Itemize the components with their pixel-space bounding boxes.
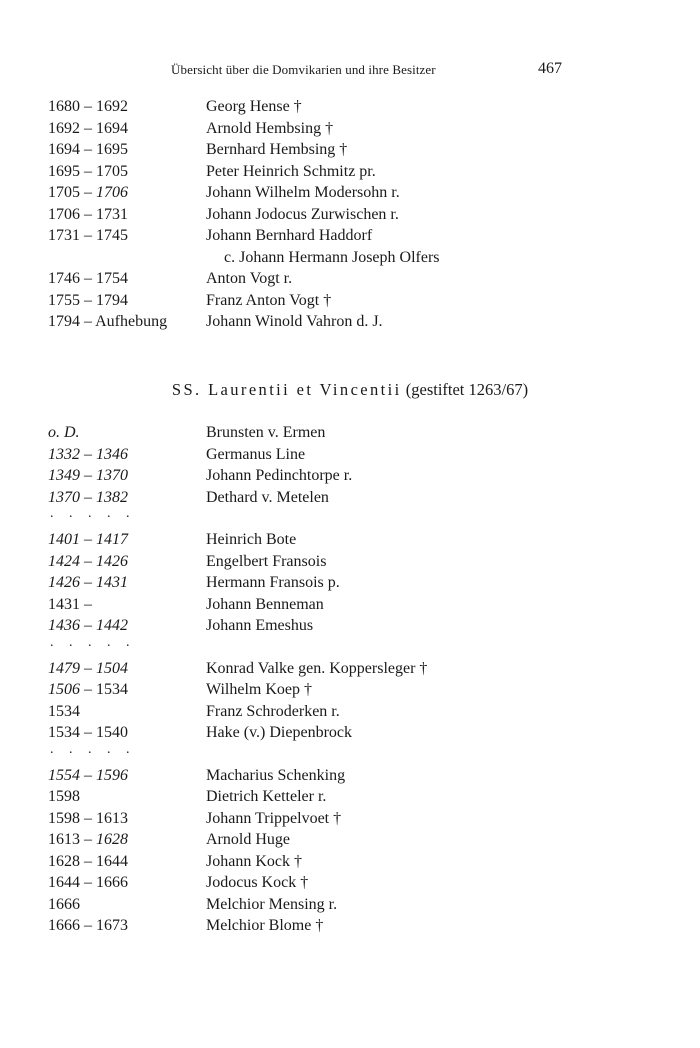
years: 1695 – 1705 <box>48 162 128 180</box>
holder-name: c. Johann Hermann Joseph Olfers <box>224 248 440 266</box>
table-row <box>48 204 608 226</box>
holder-name: Dethard v. Metelen <box>206 488 329 506</box>
years: 1598 <box>48 788 80 805</box>
table-row <box>48 872 608 894</box>
years: 1598 – 1613 <box>48 809 128 827</box>
years <box>48 679 128 701</box>
gap-row <box>48 741 608 765</box>
years: 1426 – 1431 <box>48 574 128 591</box>
table-row <box>48 247 608 269</box>
years: 1370 – 1382 <box>48 488 128 506</box>
years-end: 1706 <box>96 184 128 201</box>
years-end: – 1534 <box>80 681 128 698</box>
running-title: Übersicht über die Domvikarien und ihre Besitzer <box>171 62 436 77</box>
holder-name: Konrad Valke gen. Koppersleger † <box>206 659 428 677</box>
table-row <box>48 139 608 161</box>
holder-name: Arnold Hembsing † <box>206 119 334 137</box>
holder-name: Georg Hense † <box>206 98 302 115</box>
years <box>48 829 128 851</box>
years: 1401 – 1417 <box>48 531 128 548</box>
vicar-list-1 <box>48 96 608 333</box>
gap-row <box>48 634 608 658</box>
years: 1431 – <box>48 595 92 613</box>
holder-name: Brunsten v. Ermen <box>206 424 326 441</box>
holder-name: Johann Emeshus <box>206 617 314 634</box>
years: 1349 – 1370 <box>48 467 128 484</box>
table-row <box>48 529 608 551</box>
holder-name: Anton Vogt r. <box>206 270 293 287</box>
table-row <box>48 594 608 616</box>
table-row <box>48 851 608 873</box>
years: 1436 – 1442 <box>48 617 128 634</box>
table-row <box>48 786 608 808</box>
years: 1666 <box>48 895 80 913</box>
holder-name: Jodocus Kock † <box>206 874 309 891</box>
years: 1692 – 1694 <box>48 119 128 137</box>
holder-name: Johann Trippelvoet † <box>206 809 342 827</box>
years: 1706 – 1731 <box>48 205 128 223</box>
page-number: 467 <box>538 60 562 77</box>
holder-name: Franz Schroderken r. <box>206 702 340 720</box>
holder-name: Melchior Blome † <box>206 917 324 934</box>
years-start: 1613 – <box>48 831 96 848</box>
years: 1332 – 1346 <box>48 445 128 463</box>
gap-row <box>48 508 608 529</box>
holder-name: Johann Benneman <box>206 595 324 613</box>
table-row <box>48 658 608 680</box>
holder-name: Johann Bernhard Haddorf <box>206 227 373 244</box>
vicar-list-2 <box>48 422 608 937</box>
years: 1746 – 1754 <box>48 270 128 287</box>
years: 1680 – 1692 <box>48 98 128 115</box>
table-row <box>48 311 608 333</box>
omission-dots: . . . . . <box>50 506 136 521</box>
holder-name: Johann Wilhelm Modersohn r. <box>206 184 400 201</box>
holder-name: Peter Heinrich Schmitz pr. <box>206 162 376 180</box>
section-title-rest: (gestiftet 1263/67) <box>401 380 529 399</box>
section-title-main: SS. Laurentii et Vincentii <box>171 380 402 399</box>
holder-name: Wilhelm Koep † <box>206 681 312 698</box>
table-row <box>48 96 608 118</box>
holder-name: Franz Anton Vogt † <box>206 291 332 309</box>
years-end: 1628 <box>96 831 128 848</box>
holder-name: Johann Pedinchtorpe r. <box>206 467 353 484</box>
table-row <box>48 225 608 247</box>
holder-name: Engelbert Fransois <box>206 552 327 570</box>
table-row <box>48 268 608 290</box>
table-row <box>48 808 608 830</box>
years: 1628 – 1644 <box>48 852 128 870</box>
years: o. D. <box>48 424 80 441</box>
years: 1554 – 1596 <box>48 766 128 784</box>
years: 1479 – 1504 <box>48 659 128 677</box>
years: 1731 – 1745 <box>48 227 128 244</box>
omission-dots: . . . . . <box>50 741 136 757</box>
table-row <box>48 118 608 140</box>
years: 1644 – 1666 <box>48 874 128 891</box>
section-title <box>0 380 700 400</box>
holder-name: Hermann Fransois p. <box>206 574 340 591</box>
table-row <box>48 829 608 851</box>
table-row <box>48 444 608 466</box>
holder-name: Bernhard Hembsing † <box>206 141 348 158</box>
years: 1534 – 1540 <box>48 724 128 741</box>
holder-name: Melchior Mensing r. <box>206 895 338 913</box>
holder-name: Germanus Line <box>206 445 306 463</box>
page-header <box>0 62 700 82</box>
years <box>48 182 128 204</box>
holder-name: Dietrich Ketteler r. <box>206 788 327 805</box>
table-row <box>48 290 608 312</box>
holder-name: Johann Jodocus Zurwischen r. <box>206 205 399 223</box>
table-row <box>48 422 608 444</box>
holder-name: Arnold Huge <box>206 831 290 848</box>
omission-dots: . . . . . <box>50 634 136 650</box>
years: 1794 – Aufhebung <box>48 313 168 330</box>
table-row <box>48 551 608 573</box>
years: 1534 <box>48 702 80 720</box>
table-row <box>48 572 608 594</box>
table-row <box>48 465 608 487</box>
holder-name: Macharius Schenking <box>206 766 346 784</box>
table-row <box>48 894 608 916</box>
years: 1694 – 1695 <box>48 141 128 158</box>
holder-name: Johann Kock † <box>206 852 302 870</box>
holder-name: Hake (v.) Diepenbrock <box>206 724 353 741</box>
table-row <box>48 679 608 701</box>
holder-name: Heinrich Bote <box>206 531 297 548</box>
table-row <box>48 161 608 183</box>
table-row <box>48 701 608 723</box>
holder-name: Johann Winold Vahron d. J. <box>206 313 383 330</box>
years-start: 1705 – <box>48 184 96 201</box>
years: 1666 – 1673 <box>48 917 128 934</box>
years-start: 1506 <box>48 681 80 698</box>
table-row <box>48 182 608 204</box>
table-row <box>48 915 608 937</box>
years: 1424 – 1426 <box>48 552 128 570</box>
table-row <box>48 765 608 787</box>
years: 1755 – 1794 <box>48 291 128 309</box>
